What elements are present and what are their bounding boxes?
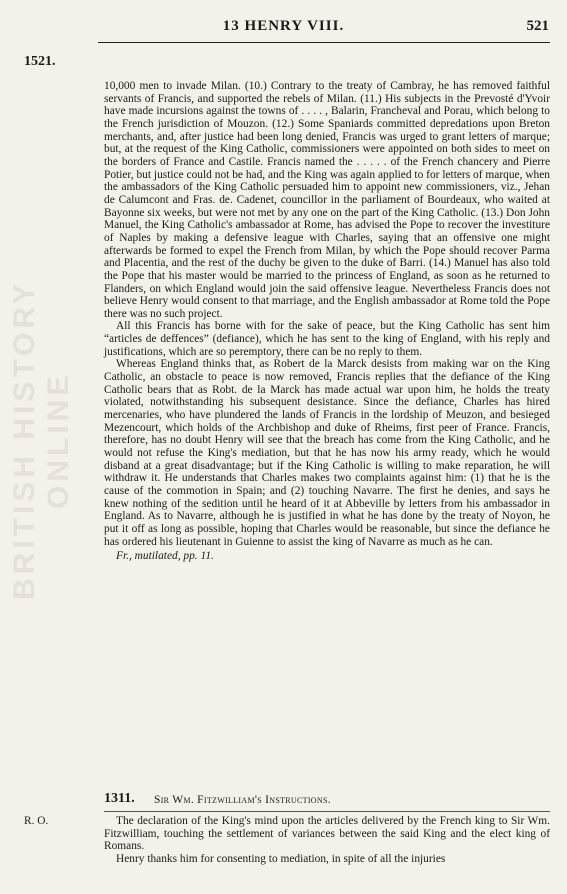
watermark: BRITISH HISTORY ONLINE	[8, 279, 75, 601]
entry-number: 1311.	[104, 791, 135, 806]
running-header-title: 13 HENRY VIII.	[222, 18, 345, 34]
entry-paragraph: The declaration of the King's mind upon the articles delivered by the French king to Sir Wm. Fitzwilliam, touching the settlement of variances between the said King and the elect king of Romans.	[104, 815, 550, 853]
body-paragraph: 10,000 men to invade Milan. (10.) Contrary to the treaty of Cambray, he has removed faithful servants of Francis, and supported the rebels of Milan. (11.) His subjects in the Prevosté d'Yvoir have made incursions against the towns of . . . . , Balarin, Francheval and Porau, which belong to the French jurisdiction of Mouzon. (12.) Some Spaniards committed depredations upon Breton merchants, and, after justice had been long denied, Francis was urged to grant letters of marque; but, at the request of the King Catholic, commissioners were appointed on both sides to meet on the borders of France and Castile. Francis named the . . . . . of the French chancery and Pierre Potier, but justice could not be had, and the King was again applied to for letters of marque, when the ambassadors of the King Catholic persuaded him to appoint new commissioners, viz., Jehan de Calumcont and Fras. de. Cadenet, councillor in the parliament of Bourdeaux, who waited at Bayonne six weeks, but were not met by any one on the part of the King Catholic. (13.) Don John Manuel, the King Catholic's ambassador at Rome, has advised the Pope to recover the investiture of Naples by making a defensive league with Charles, saying that an offensive one might afterwards be formed to expel the French from Milan, by which the Pope should recover Parma and Placentia, and the rest of the duchy be given to the duke of Barri. (14.) Manuel has also told the Pope that his master would be married to the princess of England, as soon as he returned to Flanders, on which England would join the said offensive league. Nevertheless Francis does not believe Henry would consent to that marriage, and the English ambassador at Rome told the Pope there was no such project.	[104, 80, 550, 320]
body-paragraph: Whereas England thinks that, as Robert de la Marck desists from making war on the King Catholic, an obstacle to peace is now removed, Francis replies that the defiance of the King Catholic bears that as Robt. de la Marck has made actual war upon him, he holds the treaty violated, notwithstanding his subsequent desistance. Since the defiance, Charles has hired mercenaries, who have plundered the lands of Francis in the lordship of Meuzon, and besieged Mezencourt, which holds of the Archbishop and duke of Rheims, first peer of France. Francis, therefore, has no doubt Henry will see that the breach has come from the King Catholic, and he would not refuse the King's mediation, but that he has now his army ready, which he would disband at a great disadvantage; but if the King Catholic is willing to make reparation, he will withdraw it. He understands that Charles makes two complaints against him: (1) that he is the cause of the commotion in Spain; and (2) touching Navarre. The first he denies, and says he knew nothing of the sedition until he heard of it at Abbeville by letters from his ambassador in England. As to Navarre, although he is justified in what he has done by the treaty of Noyon, he put it off as long as possible, hoping that Charles would be reasonable, but since the defiance he has ordered his lieutenant in Guienne to assist the king of Navarre as much as he can.	[104, 358, 550, 548]
margin-year: 1521.	[24, 54, 56, 69]
entry-text	[104, 815, 550, 866]
source-note: Fr., mutilated, pp. 11.	[116, 550, 214, 563]
entry-paragraph: Henry thanks him for consenting to mediation, in spite of all the injuries	[116, 852, 446, 865]
entry-title: Sir Wm. Fitzwilliam's Instructions.	[154, 794, 331, 806]
entry-rule	[104, 811, 550, 812]
body-text	[104, 80, 550, 563]
body-paragraph: All this Francis has borne with for the sake of peace, but the King Catholic has sent him “articles de deffences” (defiance), which he has sent to the king of England, with his reply and justifications, which are so peremptory, there can be no reply to them.	[104, 320, 550, 358]
page-number: 521	[526, 18, 549, 34]
header-rule	[98, 42, 550, 43]
margin-reference: R. O.	[24, 815, 49, 827]
